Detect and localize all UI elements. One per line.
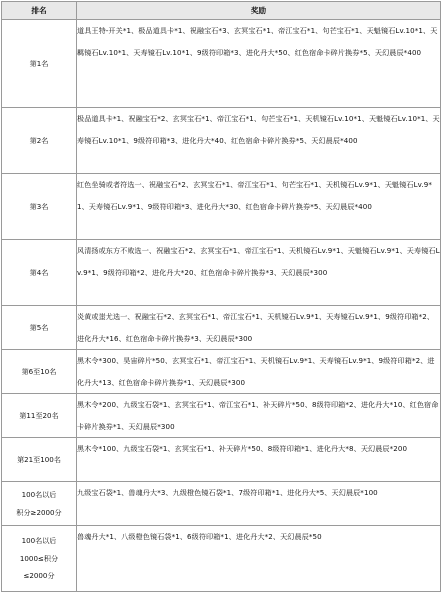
table-row: [2, 350, 441, 394]
reward-cell: 炎黄或蚩尤选一、祝融宝石*2、玄冥宝石*1、帝江宝石*1、天机镜石Lv.9*1、天寿镜石Lv.9*1、9级符印箱*2、进化丹大*16、红色宿命卡碎片换券*3、天幻晨辰*300: [77, 306, 441, 350]
reward-cell: 道具王特-开关*1、极品道具卡*1、祝融宝石*3、玄冥宝石*1、帝江宝石*1、句芒宝石*1、天魁镜石Lv.10*1、天羁镜石Lv.10*1、天寿镜石Lv.10*1、9级符印箱*3、进化丹大*50、红色宿命卡碎片换券*5、天幻晨辰*400: [77, 20, 441, 108]
table-row: [2, 20, 441, 108]
table-row: [2, 306, 441, 350]
table-row: [2, 108, 441, 174]
reward-cell: 极品道具卡*1、祝融宝石*2、玄冥宝石*1、帝江宝石*1、句芒宝石*1、天机镜石Lv.10*1、天魁镜石Lv.10*1、天寿镜石Lv.10*1、9级符印箱*3、进化丹大*40、红色宿命卡碎片换券*5、天幻晨辰*400: [77, 108, 441, 174]
rank-cell: 第6至10名: [2, 350, 77, 394]
rank-cell: 第21至100名: [2, 438, 77, 482]
table-row: [2, 526, 441, 592]
rank-cell: 第2名: [2, 108, 77, 174]
table-row: [2, 174, 441, 240]
rank-cell: 100名以后 积分≥2000分: [2, 482, 77, 526]
table-header-row: [2, 2, 441, 20]
rank-cell: 第3名: [2, 174, 77, 240]
ranking-reward-table: [1, 1, 441, 592]
reward-cell: 黑木令*300、昊宙碎片*50、玄冥宝石*1、帝江宝石*1、天机镜石Lv.9*1、天寿镜石Lv.9*1、9级符印箱*2、进化丹大*13、红色宿命卡碎片换券*1、天幻晨辰*300: [77, 350, 441, 394]
table-row: [2, 482, 441, 526]
reward-cell: 黑木令*200、九级宝石袋*1、玄冥宝石*1、帝江宝石*1、补天碎片*50、8级符印箱*2、进化丹大*10、红色宿命卡碎片换券*1、天幻晨辰*300: [77, 394, 441, 438]
reward-cell: 风清扬或东方不败选一、祝融宝石*2、玄冥宝石*1、帝江宝石*1、天机镜石Lv.9*1、天魁镜石Lv.9*1、天寿镜石Lv.9*1、9级符印箱*2、进化丹大*20、红色宿命卡碎片换券*3、天幻晨辰*300: [77, 240, 441, 306]
reward-cell: 红色坐骑或者符选一、祝融宝石*2、玄冥宝石*1、帝江宝石*1、句芒宝石*1、天机镜石Lv.9*1、天魁镜石Lv.9*1、天寿镜石Lv.9*1、9级符印箱*3、进化丹大*30、红色宿命卡碎片换券*5、天幻晨辰*400: [77, 174, 441, 240]
reward-cell: 黑木令*100、九级宝石袋*1、玄冥宝石*1、补天碎片*50、8级符印箱*1、进化丹大*8、天幻晨辰*200: [77, 438, 441, 482]
table-row: [2, 438, 441, 482]
table-row: [2, 240, 441, 306]
table-row: [2, 394, 441, 438]
rank-cell: 第1名: [2, 20, 77, 108]
rank-cell: 100名以后 1000≤积分 ≤2000分: [2, 526, 77, 592]
rank-column-header: 排名: [2, 2, 77, 20]
rank-cell: 第11至20名: [2, 394, 77, 438]
reward-cell: 九级宝石袋*1、兽魂丹大*3、九级橙色镜石袋*1、7级符印箱*1、进化丹大*5、天幻晨辰*100: [77, 482, 441, 526]
reward-cell: 兽魂丹大*1、八级橙色镜石袋*1、6级符印箱*1、进化丹大*2、天幻晨辰*50: [77, 526, 441, 592]
reward-table-container: [1, 1, 440, 592]
reward-column-header: 奖励: [77, 2, 441, 20]
rank-cell: 第4名: [2, 240, 77, 306]
rank-cell: 第5名: [2, 306, 77, 350]
